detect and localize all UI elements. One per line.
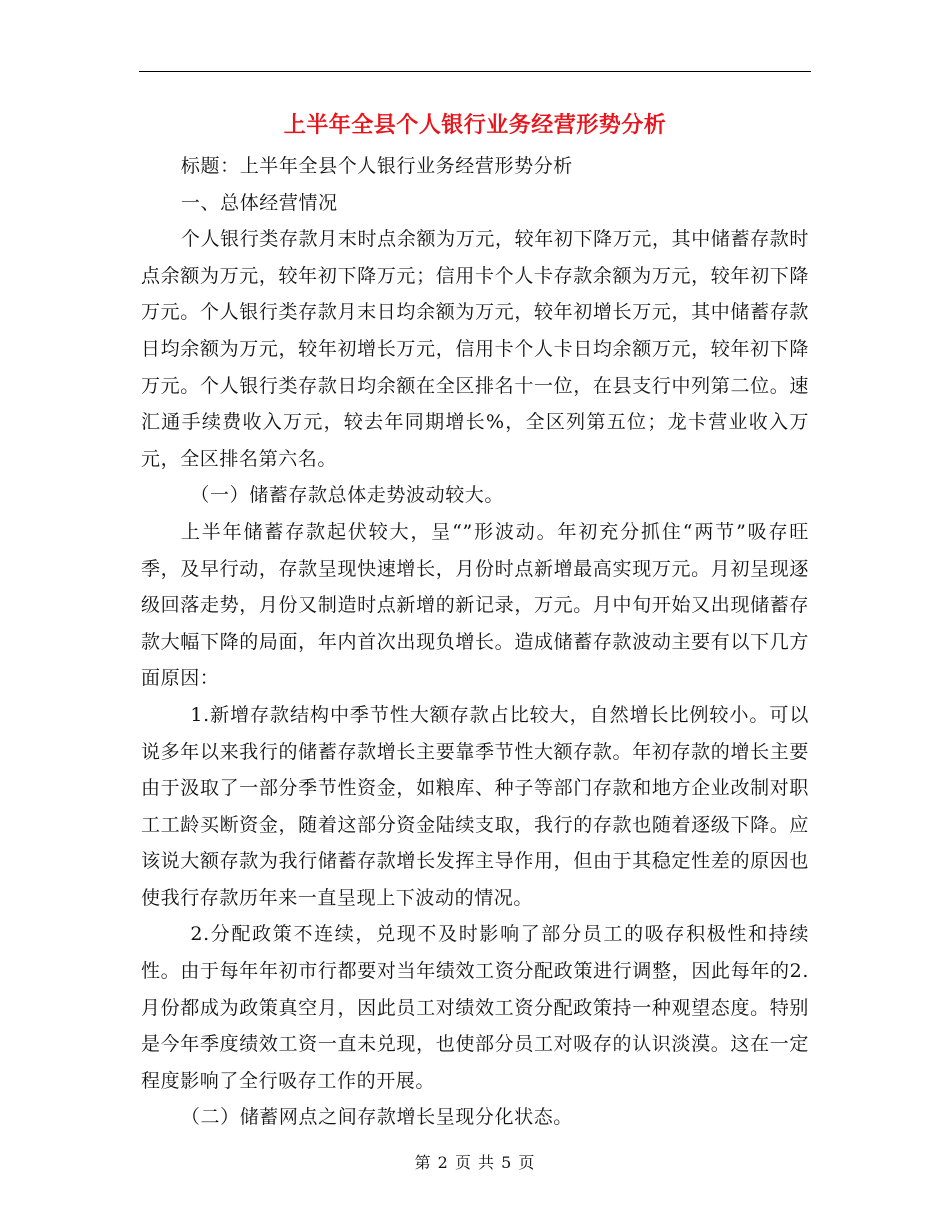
section-heading: 一、总体经营情况: [180, 191, 338, 214]
header-rule: [139, 71, 811, 72]
body-paragraph: 上半年储蓄存款起伏较大，呈“”形波动。年初充分抓住“两节”吸存旺季，及早行动，存款呈现快速增长，月份时点新增最高实现万元。月初呈现逐级回落走势，月份又制造时点新增的新记录，万元。月中旬开始又出现储蓄存款大幅下降的局面，年内首次出现负增长。造成储蓄存款波动主要有以下几方面原因：: [141, 520, 809, 690]
subsection-heading: （二）储蓄网点之间存款增长呈现分化状态。: [180, 1106, 573, 1129]
document-title: 上半年全县个人银行业务经营形势分析: [283, 112, 667, 138]
list-item: 2.分配政策不连续，兑现不及时影响了部分员工的吸存积极性和持续性。由于每年年初市行都要对当年绩效工资分配政策进行调整，因此每年的2.月份都成为政策真空月，因此员工对绩效工资分配政策持一种观望态度。特别是今年季度绩效工资一直未兑现，也使部分员工对吸存的认识淡漠。这在一定程度影响了全行吸存工作的开展。: [141, 923, 809, 1092]
page-number-footer: 第 2 页 共 5 页: [414, 1153, 536, 1172]
body-paragraph: 个人银行类存款月末时点余额为万元，较年初下降万元，其中储蓄存款时点余额为万元，较年初下降万元；信用卡个人卡存款余额为万元，较年初下降万元。个人银行类存款月末日均余额为万元，较年初增长万元，其中储蓄存款日均余额为万元，较年初增长万元，信用卡个人卡日均余额万元，较年初下降万元。个人银行类存款日均余额在全区排名十一位，在县支行中列第二位。速汇通手续费收入万元，较去年同期增长%，全区列第五位；龙卡营业收入万元，全区排名第六名。: [141, 228, 809, 470]
intro-paragraph: 标题：上半年全县个人银行业务经营形势分析: [180, 155, 573, 177]
subsection-heading: （一）储蓄存款总体走势波动较大。: [190, 484, 504, 507]
document-body: [141, 148, 809, 1136]
list-item: 1.新增存款结构中季节性大额存款占比较大，自然增长比例较小。可以说多年以来我行的储蓄存款增长主要靠季节性大额存款。年初存款的增长主要由于汲取了一部分季节性资金，如粮库、种子等部门存款和地方企业改制对职工工龄买断资金，随着这部分资金陆续支取，我行的存款也随着逐级下降。应该说大额存款为我行储蓄存款增长发挥主导作用，但由于其稳定性差的原因也使我行存款历年来一直呈现上下波动的情况。: [141, 703, 809, 909]
